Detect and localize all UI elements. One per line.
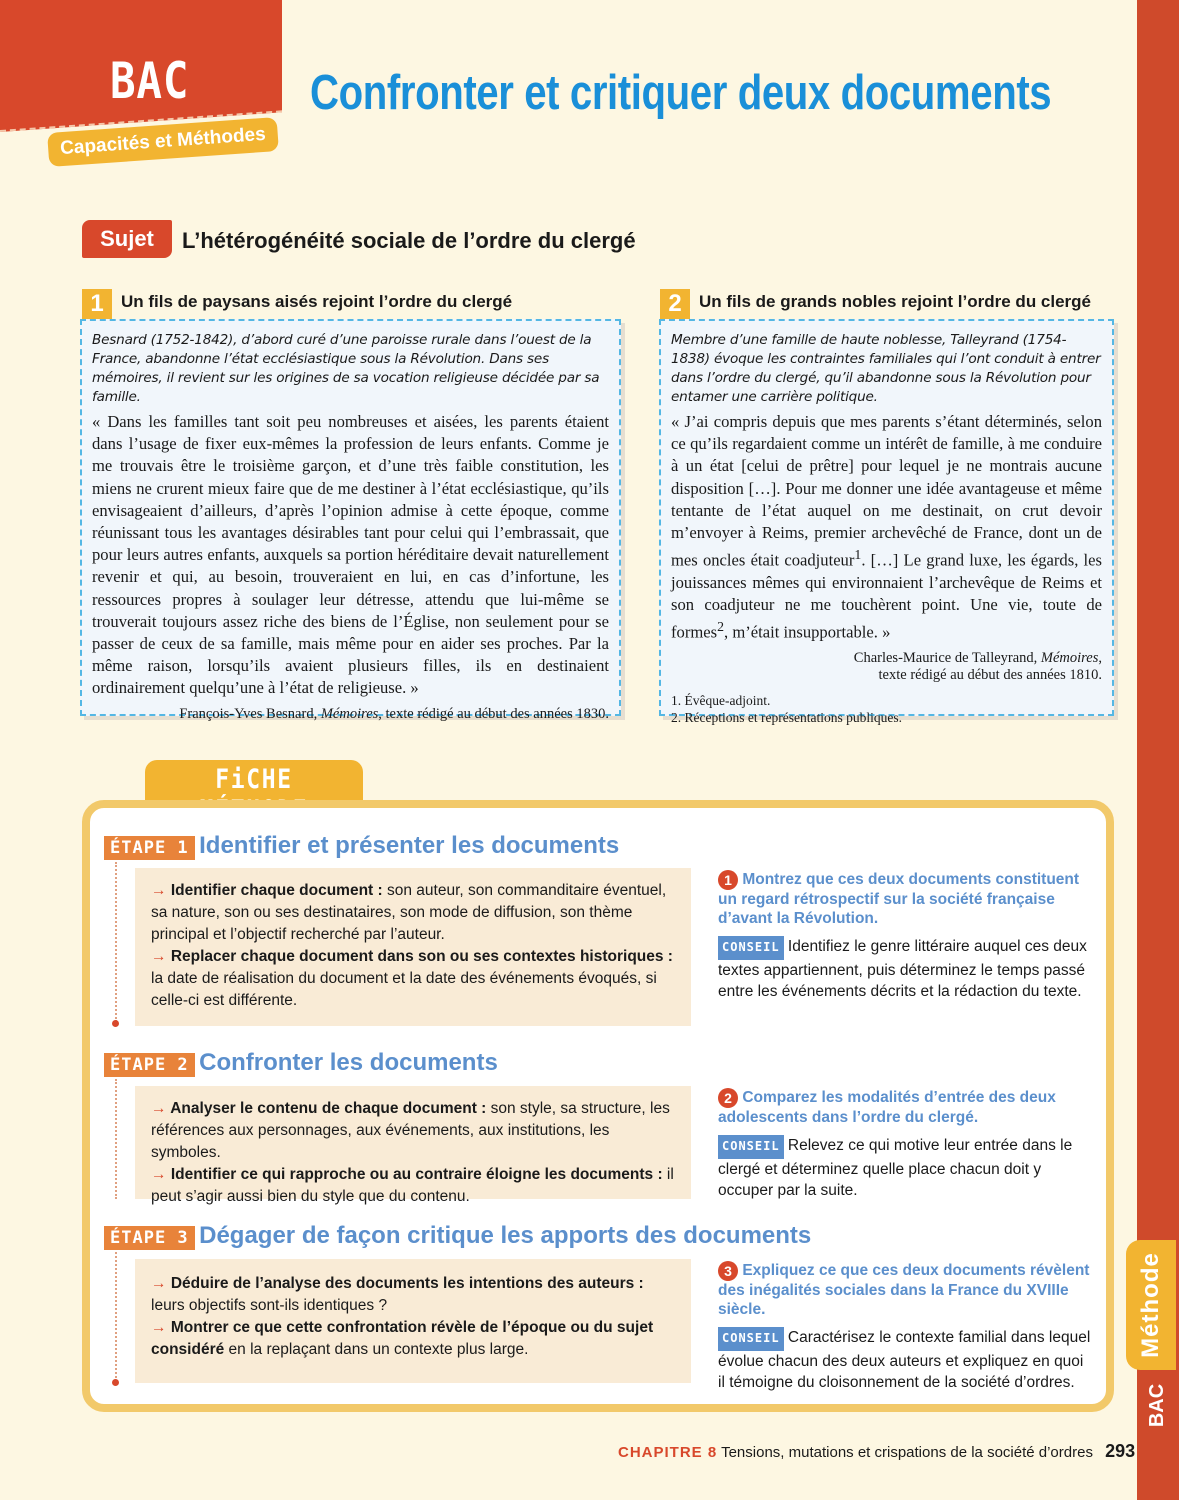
etape1-tag: ÉTAPE 1 — [104, 836, 195, 860]
etape3-line — [115, 1252, 117, 1382]
side-bac-label: BAC — [1146, 1383, 1169, 1427]
doc1-source: François-Yves Besnard, Mémoires, texte rédigé au début des années 1830. — [179, 705, 609, 722]
question3 — [718, 1261, 1092, 1394]
doc2-number: 2 — [660, 289, 690, 319]
question1-text: Montrez que ces deux documents constituent un regard rétrospectif sur la société française d’avant la Révolution. — [718, 871, 1080, 927]
etape1-title: Identifier et présenter les documents — [199, 832, 620, 859]
doc2-intro: Membre d’une famille de haute noblesse, Talleyrand (1754-1838) évoque les contraintes familiales qui l’ont conduit à entrer dans l’ordre du clergé, qu’il abandonne sous la Révolution pour entamer une carrière politique. — [671, 332, 1101, 405]
etape2-header — [104, 1049, 498, 1077]
etape2-title: Confronter les documents — [199, 1049, 498, 1076]
etape3-box — [135, 1259, 691, 1383]
etape3-dot — [112, 1379, 119, 1386]
side-methode-label: Méthode — [1137, 1252, 1165, 1358]
etape1-box — [135, 868, 691, 1026]
sujet-title: L’hétérogénéité sociale de l’ordre du clergé — [182, 228, 636, 253]
etape1-dot — [112, 1020, 119, 1027]
etape1-item: → Identifier chaque document : son auteur, son commanditaire éventuel, sa nature, son ou ses destinataires, son mode de diffusion, son thème principal et l’objectif recherché par l’auteur. — [151, 882, 667, 943]
conseil1-text: Identifiez le genre littéraire auquel ces deux textes appartiennent, puis déterminez le temps passé entre les événements décrits et la rédaction du texte. — [718, 938, 1087, 1000]
question1-number: 1 — [718, 870, 738, 890]
etape2-item: → Identifier ce qui rapproche ou au contraire éloigne les documents : il peut s’agir aussi bien du style que du contenu. — [151, 1166, 674, 1205]
doc2-text: « J’ai compris depuis que mes parents s’étant déterminés, selon ce qu’ils regardaient comme un intérêt de famille, à me conduire à un état [celui de prêtre] pour lequel je ne montrais aucune disposition […]. Pour me donner une idée avantageuse et même tentante de l’état auquel on me destinait, on crut devoir m’envoyer à Reims, premier archevêché de France, dont un de mes oncles était coadjuteur$^1$. […] Le grand luxe, les égards, les jouissances mêmes qui environnaient l’archevêque de Reims et son coadjuteur ne me touchèrent point. Une vie, toute de formes$^2$, m’était insupportable. » — [671, 412, 1102, 642]
bac-label: BAC — [110, 52, 190, 110]
doc2-title: Un fils de grands nobles rejoint l’ordre du clergé — [699, 292, 1092, 311]
footer-title: Tensions, mutations et crispations de la société d’ordres — [721, 1444, 1093, 1461]
doc2-note: 2. Réceptions et représentations publiques. — [671, 710, 902, 726]
doc2-source: Charles-Maurice de Talleyrand, Mémoires, texte rédigé au début des années 1810. — [853, 650, 1102, 684]
etape2-box — [135, 1086, 691, 1205]
fiche-methode-label: FiCHE — [215, 764, 293, 795]
conseil3-text: Caractérisez le contexte familial dans lequel évolue chacun des deux auteurs et expliquez en quoi il témoigne du cloisonnement de la société d’ordres. — [718, 1329, 1091, 1391]
page-footer — [618, 1441, 1135, 1462]
footer-chapter: CHAPITRE 8 — [618, 1444, 718, 1461]
capacites-methodes-tag: Capacités et Méthodes — [47, 117, 279, 167]
etape3-tag: ÉTAPE 3 — [104, 1226, 195, 1250]
doc1-text: « Dans les familles tant soit peu nombreuses et aisées, les parents étaient dans l’usage de fixer eux-mêmes la profession de leurs enfants. Comme je me trouvais être le troisième garçon, et d’une très faible constitution, les miens ne crurent mieux faire que de me destiner à l’état ecclésiastique, qu’ils envisageaient d’ailleurs, d’après l’opinion admise à cette époque, comme réunissant tous les avantages désirables tant pour celui qui l’embrassait, que pour leurs autres enfants, auxquels sa portion héréditaire devait naturellement revenir et qui, au besoin, trouveraient en lui, en cas d’infortune, les ressources propres à soulager leur détresse, attendu que lui-même se trouverait toujours assez riche des biens de l’Église, non seulement pour se passer de ceux de sa famille, mais même pour en aider ses proches. Par la même raison, lorsqu’ils avaient plusieurs filles, ils en destinaient ordinairement quelqu’une à l’état de religieuse. » — [92, 412, 609, 698]
etape2-tag: ÉTAPE 2 — [104, 1053, 195, 1077]
conseil1-tag: CONSEIL — [718, 936, 784, 960]
doc1-number: 1 — [82, 289, 112, 319]
conseil3-tag: CONSEIL — [718, 1327, 784, 1351]
conseil2-tag: CONSEIL — [718, 1135, 784, 1159]
doc1-title: Un fils de paysans aisés rejoint l’ordre du clergé — [121, 292, 513, 311]
etape3-item: → Montrer ce que cette confrontation révèle de l’époque ou du sujet considéré en la replaçant dans un contexte plus large. — [151, 1319, 654, 1358]
question2-number: 2 — [718, 1088, 738, 1108]
question1 — [718, 870, 1092, 1003]
etape3-item: → Déduire de l’analyse des documents les intentions des auteurs : leurs objectifs sont-ils identiques ? — [151, 1275, 644, 1314]
page-title: Confronter et critiquer deux documents — [310, 66, 1052, 120]
doc2-notes — [671, 692, 1102, 726]
etape3-title: Dégager de façon critique les apports des documents — [199, 1222, 812, 1249]
etape1-line — [115, 862, 117, 1022]
doc2-box — [659, 319, 1114, 726]
etape2-item: → Analyser le contenu de chaque document : son style, sa structure, les références aux personnages, aux événements, aux institutions, les symboles. — [151, 1100, 670, 1161]
doc1-intro: Besnard (1752-1842), d’abord curé d’une paroisse rurale dans l’ouest de la France, abandonne l’état ecclésiastique sous la Révolution. Dans ses mémoires, il revient sur les origines de sa vocation religieuse décidée par sa famille. — [92, 332, 600, 405]
doc1-box — [80, 319, 621, 722]
question2-text: Comparez les modalités d’entrée des deux adolescents dans l’ordre du clergé. — [718, 1089, 1056, 1126]
doc2-note: 1. Évêque-adjoint. — [671, 693, 771, 709]
sujet-badge: Sujet — [82, 220, 172, 258]
question2 — [718, 1088, 1092, 1202]
conseil2-text: Relevez ce qui motive leur entrée dans le clergé et déterminez quelle place chacun doit y occuper par la suite. — [718, 1137, 1073, 1199]
etape1-header — [104, 832, 619, 860]
etape2-line — [115, 1079, 117, 1199]
question3-text: Expliquez ce que ces deux documents révèlent des inégalités sociales dans la France du XVIIIe siècle. — [718, 1262, 1090, 1318]
question3-number: 3 — [718, 1261, 738, 1281]
etape3-header — [104, 1222, 811, 1250]
etape1-item: → Replacer chaque document dans son ou ses contextes historiques : la date de réalisation du document et la date des événements évoqués, si celle-ci est différente. — [151, 948, 673, 1009]
page-number: 293 — [1105, 1441, 1136, 1461]
